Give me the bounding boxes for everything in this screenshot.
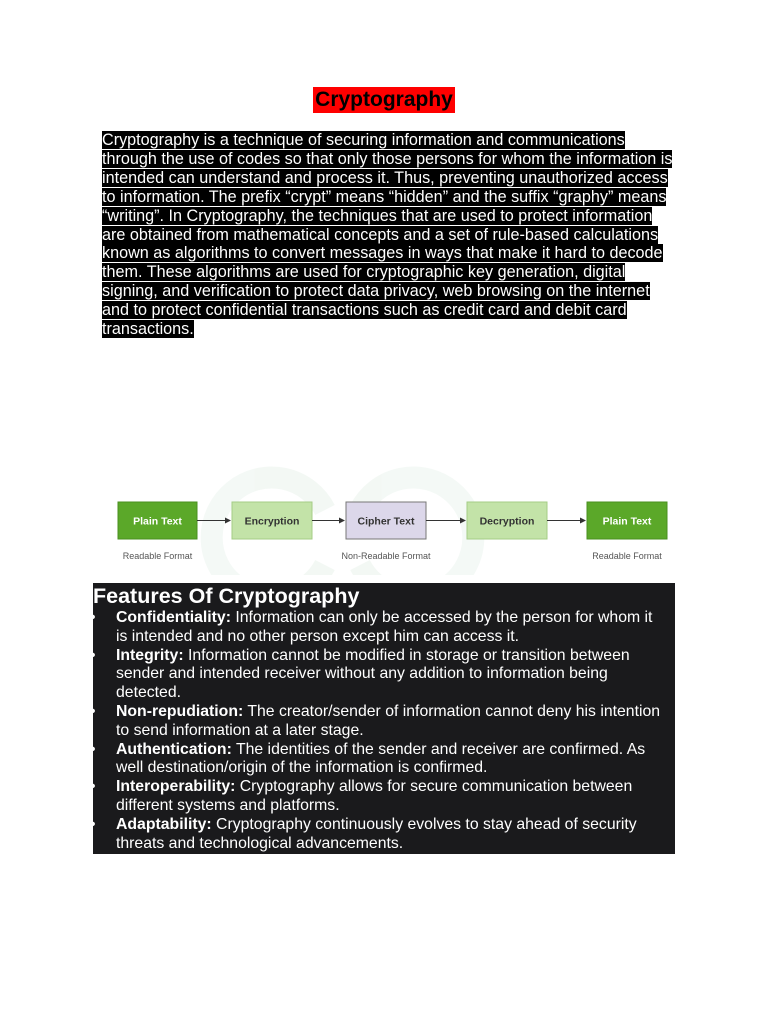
caption-readable-format-1: Readable Format [122,551,193,561]
feature-term: Interoperability: [116,778,236,796]
arrow-4 [547,518,586,524]
bullet: • [90,702,96,720]
feature-term: Authentication: [116,740,232,758]
arrow-2 [312,518,345,524]
features-heading: Features Of Cryptography [93,584,360,608]
feature-item-authentication [90,740,675,779]
title-container [0,87,768,113]
page-title: Cryptography [315,88,453,111]
bullet: • [90,609,96,626]
box-label: Plain Text [602,515,652,528]
feature-item-interoperability [90,778,675,816]
feature-text: Cryptography continuously evolves to stay ahead of security threats and technological advancements. [116,815,637,852]
feature-term: Non-repudiation: [116,702,244,720]
feature-text: Cryptography allows for secure communication between different systems and platforms. [116,778,633,814]
box-plain-text-1 [118,502,197,539]
bullet: • [90,815,96,833]
box-label: Decryption [479,515,535,528]
feature-text: Information can only be accessed by the person for whom it is intended and no other person except him can access it. [116,609,653,645]
encryption-flow-diagram [110,450,680,575]
bullet: • [90,778,96,796]
feature-text: Information cannot be modified in storage or transition between sender and intended receiver without any addition to information being detected. [116,646,630,702]
bullet: • [90,740,96,758]
caption-non-readable-format: Non-Readable Format [341,551,431,561]
box-decryption [467,502,547,539]
feature-term: Integrity: [116,646,184,664]
box-cipher-text [346,502,426,539]
feature-text: The creator/sender of information cannot deny his intention to send information at a later stage. [116,702,661,739]
feature-text: The identities of the sender and receiver are confirmed. As well destination/origin of the information is confirmed. [116,740,646,777]
box-label: Plain Text [133,515,182,528]
caption-readable-format-2: Readable Format [592,551,662,561]
bullet: • [90,646,96,664]
intro-paragraph [102,131,674,339]
box-label: Cipher Text [357,515,415,528]
box-encryption [232,502,312,539]
features-section [90,583,675,854]
intro-text: Cryptography is a technique of securing information and communications through the use of codes so that only those persons for whom the information is intended can understand and process it. Thus, preventing unauthorized access to information. The prefix “crypt” means “hidden” and the suffix “graphy” means “writing”. In Cryptography, the techniques that are used to protect information are obtained from mathematical concepts and a set of rule-based calculations known as algorithms to convert messages in ways that make it hard to decode them. These algorithms are used for cryptographic key generation, digital signing, and verification to protect data privacy, web browsing on the internet and to protect confidential transactions such as credit card and debit card transactions. [102,131,673,339]
feature-term: Adaptability: [116,815,212,833]
feature-item-confidentiality [90,609,675,647]
box-label: Encryption [244,515,300,528]
feature-item-integrity [90,646,675,703]
arrow-3 [426,518,466,524]
box-plain-text-2 [587,502,667,539]
feature-item-adaptability [90,815,675,854]
feature-item-non-repudiation [90,702,675,741]
feature-term: Confidentiality: [116,609,231,626]
features-list [90,609,675,853]
